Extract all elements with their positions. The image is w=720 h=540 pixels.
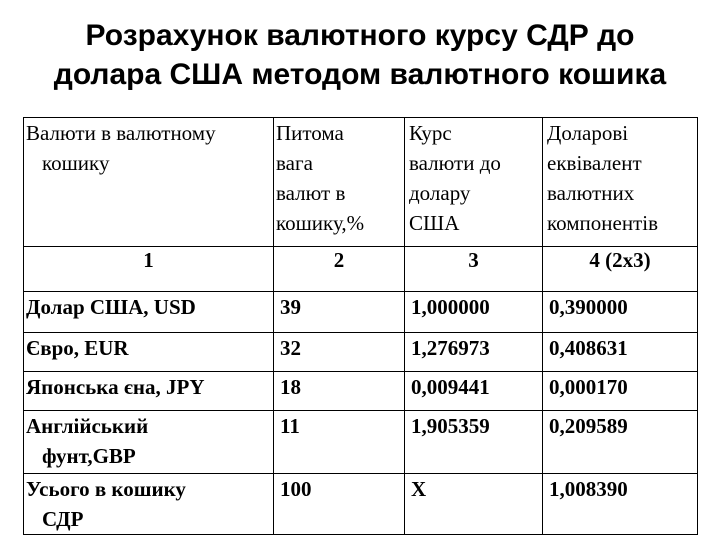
- rate-cell: 1,276973: [405, 333, 543, 372]
- rate-cell: Х: [405, 474, 543, 535]
- currency-cell: Японська єна, JPY: [24, 372, 274, 411]
- header-rate: Курс валюти до долару США: [405, 118, 543, 247]
- currency-cell: Англійський фунт,GBP: [24, 411, 274, 474]
- weight-cell: 39: [274, 292, 405, 333]
- weight-cell: 100: [274, 474, 405, 535]
- equivalent-cell: 0,390000: [543, 292, 698, 333]
- table-row: [24, 372, 698, 411]
- column-number: 1: [24, 247, 274, 292]
- header-weight: Питома вага валют в кошику,%: [274, 118, 405, 247]
- total-row: [24, 474, 698, 535]
- rate-cell: 0,009441: [405, 372, 543, 411]
- currency-cell: Усього в кошику СДР: [24, 474, 274, 535]
- rate-cell: 1,000000: [405, 292, 543, 333]
- table-row: [24, 411, 698, 474]
- weight-cell: 11: [274, 411, 405, 474]
- weight-cell: 32: [274, 333, 405, 372]
- column-number-row: [24, 247, 698, 292]
- currency-basket-table: [23, 117, 698, 535]
- equivalent-cell: 0,408631: [543, 333, 698, 372]
- weight-cell: 18: [274, 372, 405, 411]
- title-line-1: Розрахунок валютного курсу СДР до: [85, 19, 635, 52]
- table-row: [24, 292, 698, 333]
- header-row: [24, 118, 698, 247]
- header-currencies: Валюти в валютному кошику: [24, 118, 274, 247]
- column-number: 3: [405, 247, 543, 292]
- column-number: 4 (2х3): [543, 247, 698, 292]
- currency-cell: Долар США, USD: [24, 292, 274, 333]
- slide-title: [0, 16, 720, 94]
- equivalent-cell: 1,008390: [543, 474, 698, 535]
- title-line-2: долара США методом валютного кошика: [53, 58, 667, 91]
- table-row: [24, 333, 698, 372]
- header-equivalent: Доларові еквівалент валютних компонентів: [543, 118, 698, 247]
- currency-cell: Євро, EUR: [24, 333, 274, 372]
- rate-cell: 1,905359: [405, 411, 543, 474]
- equivalent-cell: 0,000170: [543, 372, 698, 411]
- equivalent-cell: 0,209589: [543, 411, 698, 474]
- column-number: 2: [274, 247, 405, 292]
